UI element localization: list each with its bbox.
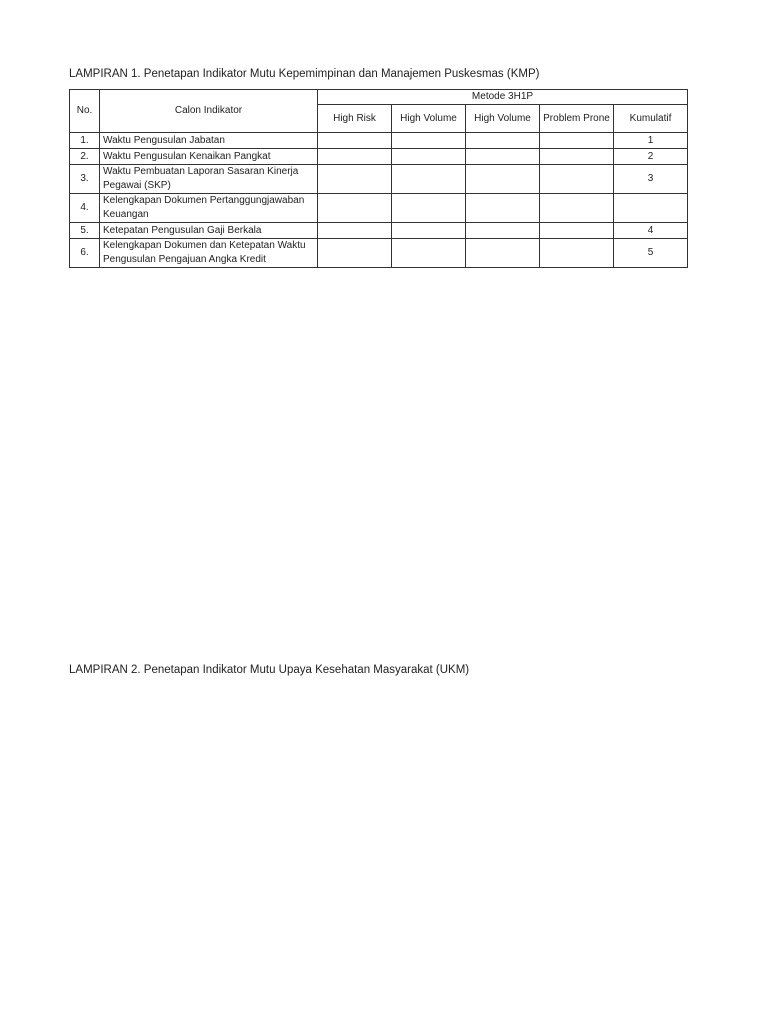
header-high-risk: High Risk xyxy=(318,105,392,133)
table-row xyxy=(70,194,688,223)
header-high-volume-2: High Volume xyxy=(466,105,540,133)
row-kumulatif xyxy=(614,194,688,223)
row-no: 3. xyxy=(70,165,100,194)
row-high-volume xyxy=(392,239,466,268)
row-high-risk xyxy=(318,149,392,165)
row-problem-prone xyxy=(540,239,614,268)
row-kumulatif: 5 xyxy=(614,239,688,268)
table-row xyxy=(70,223,688,239)
row-indikator: Kelengkapan Dokumen dan Ketepatan Waktu Pengusulan Pengajuan Angka Kredit xyxy=(100,239,318,268)
table-row xyxy=(70,133,688,149)
kmp-indicator-table xyxy=(69,89,688,268)
row-problem-prone xyxy=(540,194,614,223)
row-kumulatif: 1 xyxy=(614,133,688,149)
row-high-risk xyxy=(318,223,392,239)
row-high-risk xyxy=(318,165,392,194)
row-kumulatif: 4 xyxy=(614,223,688,239)
row-high-risk xyxy=(318,194,392,223)
row-high-volume-2 xyxy=(466,239,540,268)
row-high-volume-2 xyxy=(466,194,540,223)
row-no: 5. xyxy=(70,223,100,239)
table-row xyxy=(70,239,688,268)
header-no: No. xyxy=(70,90,100,133)
lampiran2-heading: LAMPIRAN 2. Penetapan Indikator Mutu Upaya Kesehatan Masyarakat (UKM) xyxy=(69,664,470,676)
row-high-volume-2 xyxy=(466,133,540,149)
row-high-volume-2 xyxy=(466,149,540,165)
row-no: 2. xyxy=(70,149,100,165)
row-high-volume-2 xyxy=(466,165,540,194)
row-high-risk xyxy=(318,239,392,268)
lampiran1-heading: LAMPIRAN 1. Penetapan Indikator Mutu Kepemimpinan dan Manajemen Puskesmas (KMP) xyxy=(69,68,540,80)
row-high-volume xyxy=(392,133,466,149)
row-kumulatif: 2 xyxy=(614,149,688,165)
table-row xyxy=(70,165,688,194)
row-kumulatif: 3 xyxy=(614,165,688,194)
row-indikator: Waktu Pengusulan Kenaikan Pangkat xyxy=(100,149,318,165)
row-no: 6. xyxy=(70,239,100,268)
header-calon-indikator: Calon Indikator xyxy=(100,90,318,133)
row-no: 1. xyxy=(70,133,100,149)
row-indikator: Waktu Pengusulan Jabatan xyxy=(100,133,318,149)
header-high-volume: High Volume xyxy=(392,105,466,133)
row-high-risk xyxy=(318,133,392,149)
row-high-volume xyxy=(392,194,466,223)
row-high-volume xyxy=(392,223,466,239)
row-problem-prone xyxy=(540,165,614,194)
header-metode-3h1p: Metode 3H1P xyxy=(318,90,688,105)
row-no: 4. xyxy=(70,194,100,223)
row-indikator: Ketepatan Pengusulan Gaji Berkala xyxy=(100,223,318,239)
row-high-volume-2 xyxy=(466,223,540,239)
row-problem-prone xyxy=(540,149,614,165)
table-row xyxy=(70,149,688,165)
row-problem-prone xyxy=(540,223,614,239)
header-kumulatif: Kumulatif xyxy=(614,105,688,133)
row-indikator: Kelengkapan Dokumen Pertanggungjawaban Keuangan xyxy=(100,194,318,223)
row-problem-prone xyxy=(540,133,614,149)
header-problem-prone: Problem Prone xyxy=(540,105,614,133)
row-high-volume xyxy=(392,149,466,165)
row-high-volume xyxy=(392,165,466,194)
row-indikator: Waktu Pembuatan Laporan Sasaran Kinerja Pegawai (SKP) xyxy=(100,165,318,194)
